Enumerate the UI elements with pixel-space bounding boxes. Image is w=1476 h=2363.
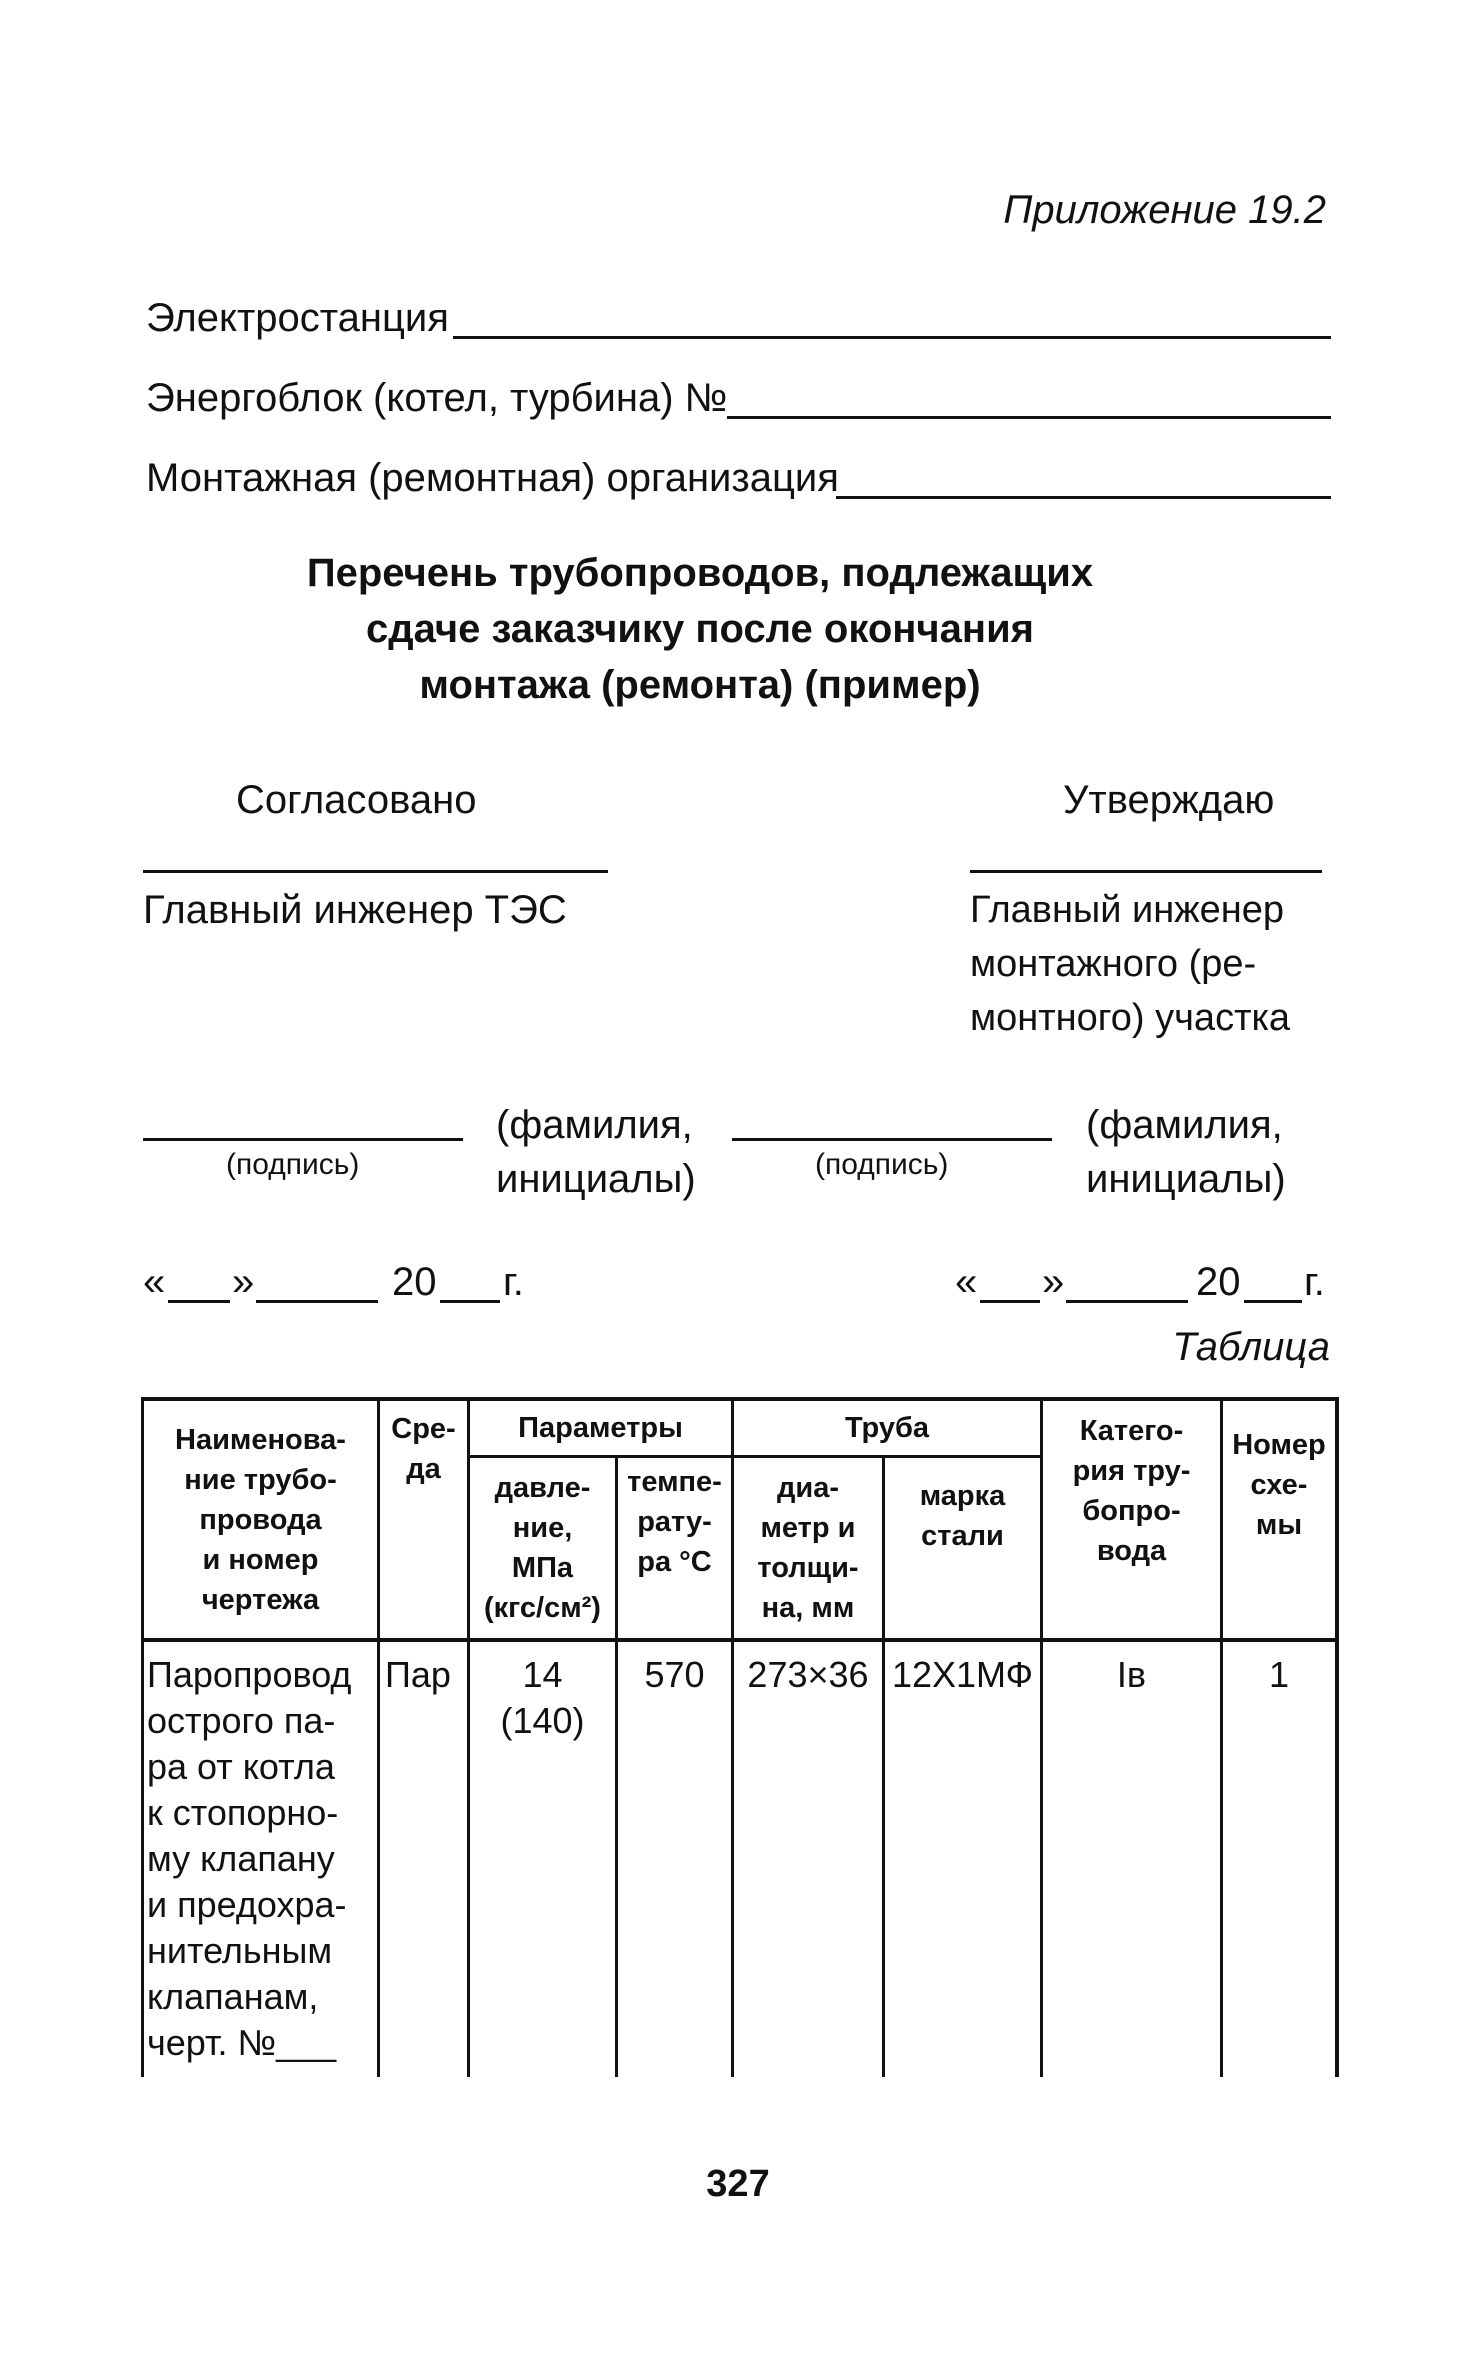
header-diameter: диа- метр и толщи- на, мм [757, 1472, 859, 1624]
left-signature-caption: (подпись) [226, 1148, 360, 1181]
right-date-year-prefix: 20 [1196, 1260, 1241, 1304]
right-position [970, 883, 1290, 1045]
unit-field[interactable] [727, 416, 1331, 419]
approve-heading: Утверждаю [1063, 778, 1275, 822]
right-position-line-3: монтного) участка [970, 997, 1291, 1039]
left-signature-field[interactable] [143, 1138, 463, 1141]
left-date-day-field[interactable] [168, 1300, 230, 1303]
header-scheme-number: Номер схе- мы [1232, 1429, 1326, 1541]
header-pipeline-name: Наименова- ние трубо- провода и номер чертежа [175, 1423, 346, 1616]
left-date-year-field[interactable] [440, 1300, 500, 1303]
table-header-bottom-border [141, 1638, 1339, 1642]
left-approval-signature-line[interactable] [143, 870, 608, 873]
right-name-caption-line-2: инициалы) [1086, 1157, 1286, 1201]
right-position-line-2: монтажного (ре- [970, 943, 1257, 985]
agreed-heading: Согласовано [236, 778, 477, 822]
header-pressure: давле- ние, МПа (кгс/см²) [484, 1472, 601, 1624]
left-name-caption-line-2: инициалы) [496, 1157, 696, 1201]
title-line-3: монтажа (ремонта) (пример) [419, 663, 981, 707]
right-date-year-suffix: г. [1304, 1260, 1325, 1304]
table-right-border [1335, 1397, 1339, 2077]
row-medium: Пар [385, 1654, 451, 1695]
row-diameter: 273×36 [747, 1654, 869, 1695]
row-scheme-number: 1 [1268, 1654, 1290, 1695]
right-name-caption [1086, 1098, 1286, 1206]
header-category: Катего- рия тру- бопро- вода [1072, 1415, 1191, 1567]
right-name-caption-line-1: (фамилия, [1086, 1103, 1283, 1147]
left-position: Главный инженер ТЭС [143, 888, 567, 932]
row-steel-grade: 12Х1МФ [891, 1654, 1034, 1695]
title-line-1: Перечень трубопроводов, подлежащих [306, 551, 1094, 595]
unit-label: Энергоблок (котел, турбина) № [146, 376, 728, 420]
header-pipe: Труба [844, 1412, 930, 1444]
col-divider-1 [377, 1397, 380, 2077]
power-plant-label: Электростанция [146, 296, 449, 340]
row-pipeline-name: Паропровод острого па- ра от котла к стопорно- му клапану и предохра- нительным клапанам, черт. №___ [147, 1654, 352, 2063]
right-signature-field[interactable] [732, 1138, 1052, 1141]
pipelines-table [141, 1397, 1339, 2077]
power-plant-field[interactable] [453, 336, 1331, 339]
header-temperature: темпе- рату- ра °С [627, 1466, 722, 1578]
appendix-label: Приложение 19.2 [1003, 188, 1326, 232]
document-title [200, 545, 1200, 713]
right-date-month-field[interactable] [1066, 1300, 1188, 1303]
right-approval-signature-line[interactable] [970, 870, 1322, 873]
left-date-close-quote: » [232, 1260, 255, 1304]
right-date-close-quote: » [1042, 1260, 1065, 1304]
header-parameters: Параметры [518, 1412, 683, 1444]
row-temperature: 570 [644, 1654, 705, 1695]
right-date-day-field[interactable] [980, 1300, 1040, 1303]
header-steel-grade: марка стали [919, 1480, 1006, 1552]
left-name-caption-line-1: (фамилия, [496, 1103, 693, 1147]
row-pressure: 14 (140) [500, 1654, 585, 1741]
organization-field[interactable] [836, 496, 1331, 499]
left-date-open-quote: « [143, 1260, 166, 1304]
right-position-line-1: Главный инженер [970, 889, 1285, 931]
right-date-year-field[interactable] [1244, 1300, 1302, 1303]
left-name-caption [496, 1098, 696, 1206]
left-date-year-suffix: г. [503, 1260, 524, 1304]
left-date-year-prefix: 20 [392, 1260, 437, 1304]
left-date-month-field[interactable] [256, 1300, 378, 1303]
table-label: Таблица [1172, 1325, 1330, 1369]
right-date-open-quote: « [955, 1260, 978, 1304]
page-number: 327 [706, 2163, 770, 2205]
organization-label: Монтажная (ремонтная) организация [146, 456, 839, 500]
right-signature-caption: (подпись) [815, 1148, 949, 1181]
row-category: Iв [1116, 1654, 1147, 1695]
header-medium: Сре- да [391, 1413, 456, 1485]
title-line-2: сдаче заказчику после окончания [365, 607, 1034, 651]
